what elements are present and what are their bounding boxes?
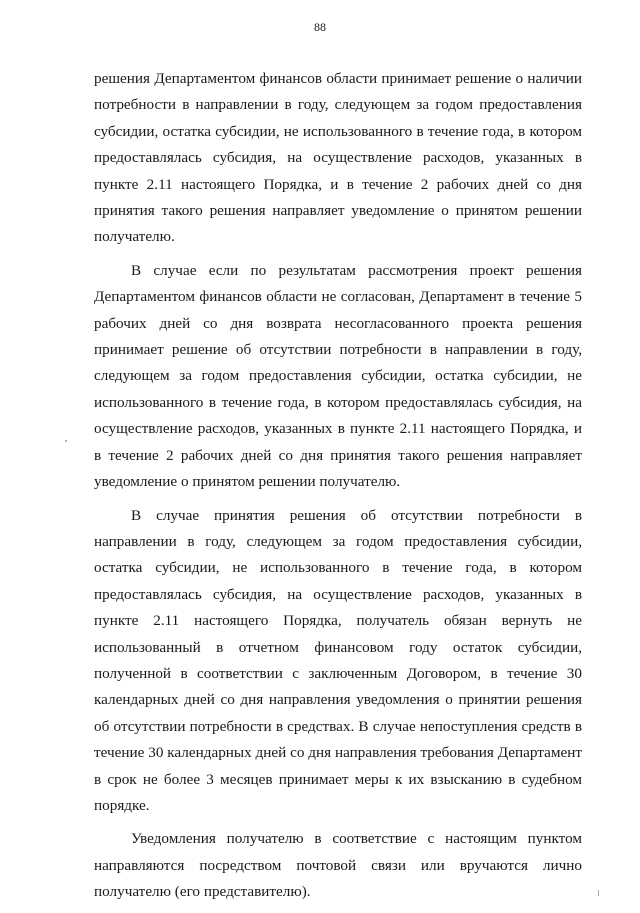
paragraph-not-agreed: В случае если по результатам рассмотрения проект решения Департаментом финансов области не согласован, Департамент в течение 5 рабочих дней со дня возврата несогласованного проекта решения принимает решение об отсутствии потребности в направлении в году, следующем за годом предоставления субсидии, остатка субсидии, не использованного в течение года, в котором предоставлялась субсидия, на осуществление расходов, указанных в пункте 2.11 настоящего Порядка, и в течение 2 рабочих дней со дня принятия такого решения направляет уведомление о принятом решении получателю. (94, 261, 582, 491)
scan-speck (65, 440, 67, 442)
paragraph-notifications: Уведомления получателю в соответствие с настоящим пунктом направляются посредством почтовой связи или вручаются лично получателю (его представителю). (94, 830, 582, 901)
scan-speck (598, 890, 599, 896)
paragraph-refund: В случае принятия решения об отсутствии потребности в направлении в году, следующем за годом предоставления субсидии, остатка субсидии, не использованного в течение года, в котором предоставлялась субсидия, на осуществление расходов, указанных в пункте 2.11 настоящего Порядка, получатель обязан вернуть не использованный в отчетном финансовом году остаток субсидии, полученной в соответствии с заключенным Договором, в течение 30 календарных дней со дня направления уведомления о принятии решения об отсутствии потребности в средствах. В случае непоступления средств в течение 30 календарных дней со дня направления требования Департамент в срок не более 3 месяцев принимает меры к их взысканию в судебном порядке. (94, 506, 582, 814)
paragraph-continuation: решения Департаментом финансов области принимает решение о наличии потребности в направлении в году, следующем за годом предоставления субсидии, остатка субсидии, не использованного в течение года, в котором предоставлялась субсидия, на осуществление расходов, указанных в пункте 2.11 настоящего Порядка, и в течение 2 рабочих дней со дня принятия такого решения направляет уведомление о принятом решении получателю. (94, 70, 582, 246)
page-number: 88 (314, 20, 326, 34)
document-body (94, 66, 582, 913)
